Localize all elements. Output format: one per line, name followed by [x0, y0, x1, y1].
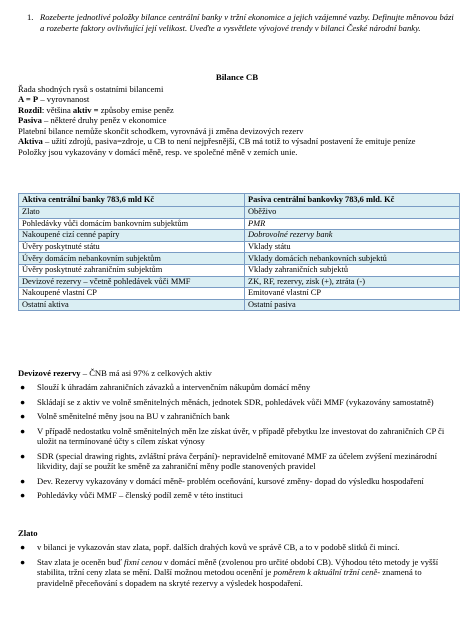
- balance-table: [18, 193, 460, 311]
- reserves-section: [18, 368, 458, 501]
- asset-cell: Nakoupené cizí cenné papíry: [19, 230, 245, 242]
- list-item-text: V případě nedostatku volně směnitelných měn lze získat úvěr, v případě přebytku lze investovat do zahraničních CP či uložit na termínované účty s cílem získat výnosy: [37, 425, 445, 447]
- intro-text: – užití zdrojů, pasiva=zdroje, u CB to není nejpřesnější, CB má totiž to výsadní postavení že emituje peníze: [42, 136, 416, 147]
- intro-line: [18, 94, 458, 104]
- reserves-title-line: [18, 368, 458, 378]
- bullet-icon: ●: [20, 411, 26, 422]
- asset-cell: Devizové rezervy – včetně pohledávek vůči MMF: [19, 276, 245, 288]
- assets-header: Aktiva centrální banky 783,6 mld Kč: [19, 194, 245, 207]
- liability-cell: PMR: [245, 218, 460, 230]
- table-row: [19, 299, 460, 311]
- intro-text: – některé druhy peněz v ekonomice: [41, 115, 167, 126]
- table-row: [19, 264, 460, 276]
- gold-list: [20, 542, 458, 588]
- table-row: [19, 241, 460, 253]
- liability-cell: Ostatní pasiva: [245, 299, 460, 311]
- liability-cell: Dobrovolné rezervy bank: [245, 230, 460, 242]
- bullet-icon: ●: [20, 450, 26, 461]
- intro-line: [18, 105, 458, 115]
- liability-cell: Vklady domácích nebankovních subjektů: [245, 253, 460, 265]
- emphasis-text: poměrem k aktuální tržní ceně: [273, 567, 378, 578]
- bold-term: aktiv =: [72, 104, 99, 115]
- liability-cell: Oběživo: [245, 207, 460, 219]
- bullet-icon: ●: [20, 425, 26, 436]
- liability-cell: Vklady státu: [245, 241, 460, 253]
- intro-line: Platební bilance nemůže skončit schodkem, vyrovnává ji změna devizových rezerv: [18, 125, 304, 136]
- liabilities-header: Pasiva centrální bankovky 783,6 mld. Kč: [245, 194, 460, 207]
- list-item: [20, 411, 458, 422]
- list-item-text: Skládají se z aktiv ve volně směnitelných měnách, jednotek SDR, pohledávek vůči MMF (vykazovány samostatně): [37, 396, 434, 407]
- list-item: [20, 556, 458, 588]
- asset-cell: Ostatní aktiva: [19, 299, 245, 311]
- asset-cell: Pohledávky vůči domácím bankovním subjektům: [19, 218, 245, 230]
- bold-term: Pasiva: [18, 115, 42, 126]
- asset-cell: Úvěry poskytnuté zahraničním subjektům: [19, 264, 245, 276]
- table-row: [19, 207, 460, 219]
- liability-cell: ZK, RF, rezervy, zisk (+), ztráta (-): [245, 276, 460, 288]
- bullet-icon: ●: [20, 490, 26, 501]
- intro-line: [18, 115, 458, 125]
- list-item-text: v bilanci je vykazován stav zlata, popř. dalších drahých kovů ve správě CB, a to v podobě slitků či mincí.: [37, 542, 400, 553]
- intro-paragraph: [18, 84, 458, 157]
- table-row: [19, 230, 460, 242]
- list-item-text: SDR (special drawing rights, zvláštní práva čerpání)- nepravidelně emitované MMF za účelem zvýšení mezinárodní likvidity, dají se použít ke směně za zahraniční měny podle stanovených pravidel: [37, 450, 437, 472]
- intro-line: [18, 136, 458, 146]
- bullet-icon: ●: [20, 542, 26, 553]
- bullet-icon: ●: [20, 475, 26, 486]
- asset-cell: Nakoupené vlastní CP: [19, 288, 245, 300]
- list-item-text: Stav zlata je oceněn buď: [37, 556, 124, 567]
- reserves-list: [20, 382, 458, 501]
- bold-term: Rozdíl: [18, 104, 42, 115]
- intro-text: – vyrovnanost: [38, 94, 90, 105]
- section-heading: Bilance CB: [215, 72, 259, 82]
- bold-term: Aktiva: [18, 136, 43, 147]
- list-item: [20, 396, 458, 407]
- bullet-icon: ●: [20, 556, 26, 567]
- bullet-icon: ●: [20, 382, 26, 393]
- list-item-text: - znamená to pravidelně přeceňování s dopadem na skryté rezervy a výsledek hospodaření.: [37, 567, 422, 588]
- reserves-title-rest: – ČNB má asi 97% z celkových aktiv: [80, 368, 212, 378]
- emphasis-text: fixní cenou: [123, 556, 162, 567]
- list-item: [20, 382, 458, 393]
- reserves-title: Devizové rezervy: [18, 368, 81, 378]
- task-text: Rozeberte jednotlivé položky bilance centrální banky v tržní ekonomice a jejich vzájemné vazby. Definujte měnovou bázi a rozeberte faktory ovlivňující její velikost. Uveďte a vysvětlete vývojové trendy v bilanci České národní banky.: [40, 12, 454, 33]
- intro-line: Řada shodných rysů s ostatními bilancemi: [18, 84, 164, 94]
- asset-cell: Úvěry poskytnuté státu: [19, 241, 245, 253]
- list-item: [20, 475, 458, 486]
- list-item: [20, 490, 458, 501]
- task-number: 1.: [27, 12, 34, 22]
- list-item: [20, 542, 458, 553]
- intro-text: způsoby emise peněz: [98, 104, 174, 115]
- table-row: [19, 253, 460, 265]
- table-row: [19, 288, 460, 300]
- intro-text: : většina: [41, 104, 73, 115]
- table-header-row: [19, 194, 460, 207]
- list-item-text: Slouží k úhradám zahraničních závazků a intervenčním nákupům domácí měny: [37, 382, 311, 393]
- list-item: [20, 450, 458, 472]
- asset-cell: Zlato: [19, 207, 245, 219]
- bullet-icon: ●: [20, 396, 26, 407]
- table-row: [19, 276, 460, 288]
- list-item: [20, 425, 458, 447]
- list-item-text: Dev. Rezervy vykazovány v domácí měně- problém oceňování, kursové změny- dopad do výsledku hospodaření: [37, 475, 424, 486]
- liability-cell: Vklady zahraničních subjektů: [245, 264, 460, 276]
- bold-term: A = P: [18, 94, 39, 105]
- liability-cell: Emitované vlastní CP: [245, 288, 460, 300]
- list-item-text: Volně směnitelné měny jsou na BU v zahraničních bank: [37, 411, 230, 422]
- asset-cell: Úvěry domácím nebankovním subjektům: [19, 253, 245, 265]
- gold-title: Zlato: [18, 528, 38, 538]
- list-item-text: Pohledávky vůči MMF – členský podíl země v této instituci: [37, 490, 243, 501]
- task-assignment: [27, 12, 460, 33]
- list-item-text: v domácí měně (zvolenou pro určité období CB). Výhodou této metody je vyšší stabilita, tržní ceny zlata se mění. Další možnou metodou ocenění je: [37, 556, 439, 578]
- table-row: [19, 218, 460, 230]
- intro-line: Položky jsou vykazovány v domácí měně, resp. ve společné měně v zemích unie.: [18, 146, 298, 157]
- gold-section: [18, 528, 458, 588]
